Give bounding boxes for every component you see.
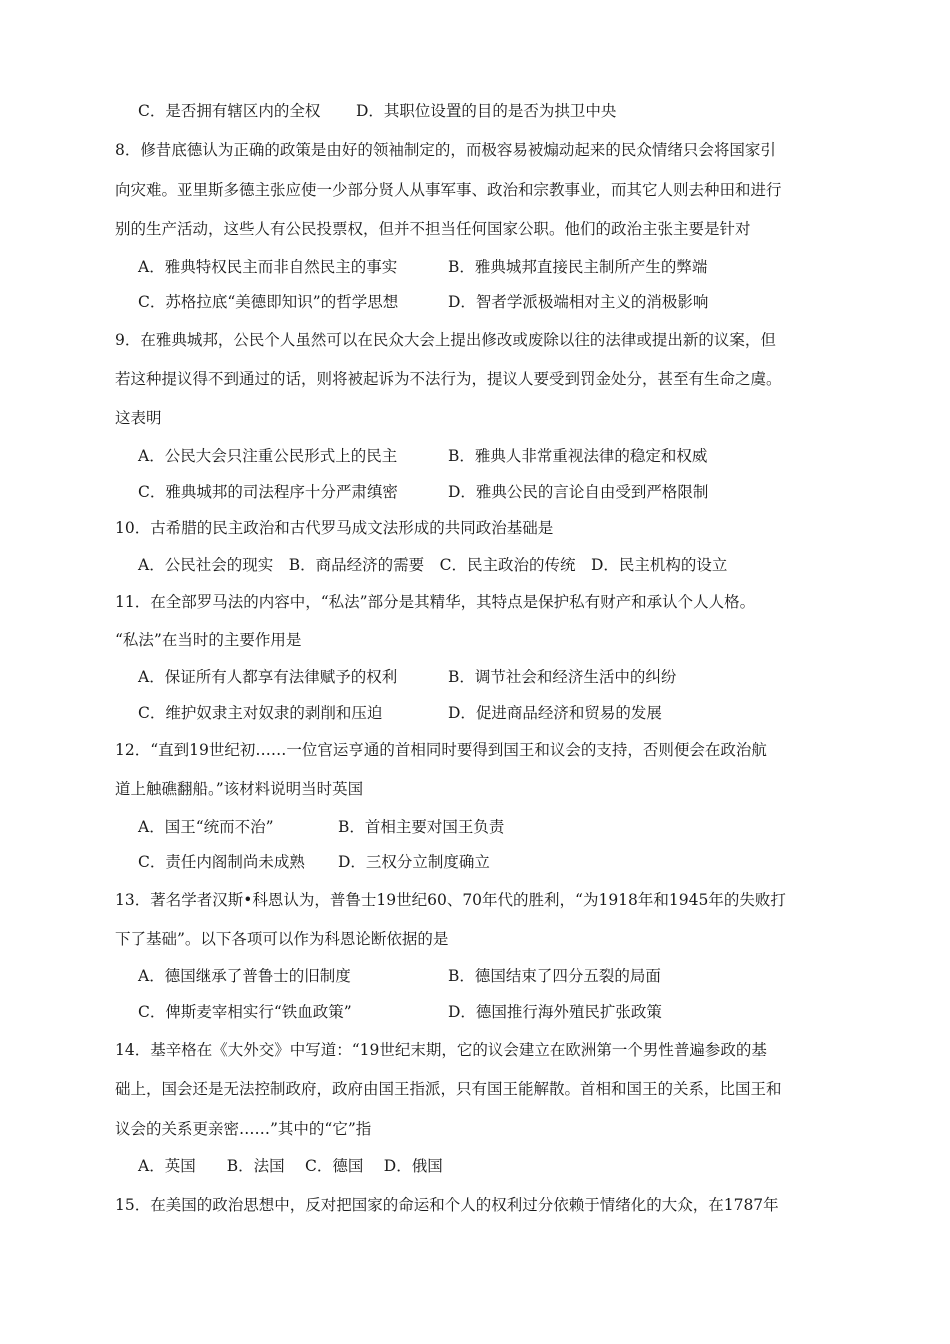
q8-stem-line-1: 8．修昔底德认为正确的政策是由好的领袖制定的，而极容易被煽动起来的民众情绪只会将国家引	[115, 141, 776, 159]
q11-options-row-cd	[138, 703, 662, 723]
q9-stem-line-3: 这表明	[115, 409, 162, 427]
q12-options-row-ab	[138, 817, 504, 837]
q15-stem-line-1: 15．在美国的政治思想中，反对把国家的命运和个人的权利过分依赖于情绪化的大众，在1787年	[115, 1196, 779, 1214]
q9-option-a: A．公民大会只注重公民形式上的民主	[138, 447, 398, 465]
q9-option-b: B．雅典人非常重视法律的稳定和权威	[448, 447, 708, 465]
q11-options-row-ab	[138, 667, 676, 687]
q13-stem-line-2: 下了基础”。以下各项可以作为科恩论断依据的是	[115, 930, 449, 948]
q11-stem-line-1: 11．在全部罗马法的内容中，“私法”部分是其精华，其特点是保护私有财产和承认个人人格。	[115, 593, 756, 611]
q8-option-c: C．苏格拉底“美德即知识”的哲学思想	[138, 293, 399, 311]
q13-option-a: A．德国继承了普鲁士的旧制度	[138, 967, 351, 985]
q14-stem-line-1: 14．基辛格在《大外交》中写道：“19世纪末期，它的议会建立在欧洲第一个男性普遍参政的基	[115, 1041, 767, 1059]
q12-option-b: B．首相主要对国王负责	[338, 818, 505, 836]
q7-option-d: D．其职位设置的目的是否为拱卫中央	[356, 102, 617, 120]
q9-options-row-ab	[138, 446, 707, 466]
q8-stem-line-3: 别的生产活动，这些人有公民投票权，但并不担当任何国家公职。他们的政治主张主要是针对	[115, 220, 751, 238]
q11-stem-line-2: “私法”在当时的主要作用是	[115, 631, 302, 649]
q14-stem-line-3: 议会的关系更亲密……”其中的“它”指	[115, 1120, 372, 1138]
q12-options-row-cd	[138, 852, 490, 872]
q11-option-c: C．维护奴隶主对奴隶的剥削和压迫	[138, 704, 383, 722]
q13-options-row-cd	[138, 1002, 662, 1022]
q12-stem-line-1: 12．“直到19世纪初……一位官运亨通的首相同时要得到国王和议会的支持，否则便会在政治航	[115, 741, 767, 759]
q8-options-row-cd	[138, 292, 708, 312]
q9-stem-line-2: 若这种提议得不到通过的话，则将被起诉为不法行为，提议人要受到罚金处分，甚至有生命之虞。	[115, 370, 782, 388]
q10-options-row: A．公民社会的现实 B．商品经济的需要 C．民主政治的传统 D．民主机构的设立	[138, 556, 728, 574]
q14-stem-line-2: 础上，国会还是无法控制政府，政府由国王指派，只有国王能解散。首相和国王的关系，比国王和	[115, 1080, 782, 1098]
q8-option-a: A．雅典特权民主而非自然民主的事实	[138, 258, 398, 276]
q13-option-d: D．德国推行海外殖民扩张政策	[448, 1003, 662, 1021]
q8-option-b: B．雅典城邦直接民主制所产生的弊端	[448, 258, 708, 276]
q9-options-row-cd	[138, 482, 708, 502]
q11-option-d: D．促进商品经济和贸易的发展	[448, 704, 662, 722]
q12-option-d: D．三权分立制度确立	[338, 853, 490, 871]
q7-options-row-cd	[138, 101, 616, 121]
q12-option-c: C．责任内阁制尚未成熟	[138, 853, 305, 871]
q9-option-d: D．雅典公民的言论自由受到严格限制	[448, 483, 709, 501]
q11-option-a: A．保证所有人都享有法律赋予的权利	[138, 668, 398, 686]
q12-option-a: A．国王“统而不治”	[138, 818, 274, 836]
q10-stem: 10．古希腊的民主政治和古代罗马成文法形成的共同政治基础是	[115, 519, 554, 537]
q8-option-d: D．智者学派极端相对主义的消极影响	[448, 293, 709, 311]
q9-stem-line-1: 9．在雅典城邦，公民个人虽然可以在民众大会上提出修改或废除以往的法律或提出新的议案，但	[115, 331, 776, 349]
q13-option-c: C．俾斯麦宰相实行“铁血政策”	[138, 1003, 352, 1021]
q14-options-row: A．英国 B．法国 C．德国 D．俄国	[138, 1157, 443, 1175]
q11-option-b: B．调节社会和经济生活中的纠纷	[448, 668, 677, 686]
q13-option-b: B．德国结束了四分五裂的局面	[448, 967, 661, 985]
q13-stem-line-1: 13．著名学者汉斯•科恩认为，普鲁士19世纪60、70年代的胜利，“为1918年和1945年的失败打	[115, 891, 786, 909]
q9-option-c: C．雅典城邦的司法程序十分严肃缜密	[138, 483, 398, 501]
q13-options-row-ab	[138, 966, 661, 986]
q12-stem-line-2: 道上触礁翻船。”该材料说明当时英国	[115, 780, 364, 798]
q8-stem-line-2: 向灾难。亚里斯多德主张应使一少部分贤人从事军事、政治和宗教事业，而其它人则去种田和进行	[115, 181, 782, 199]
q7-option-c: C．是否拥有辖区内的全权	[138, 102, 321, 120]
q8-options-row-ab	[138, 257, 707, 277]
